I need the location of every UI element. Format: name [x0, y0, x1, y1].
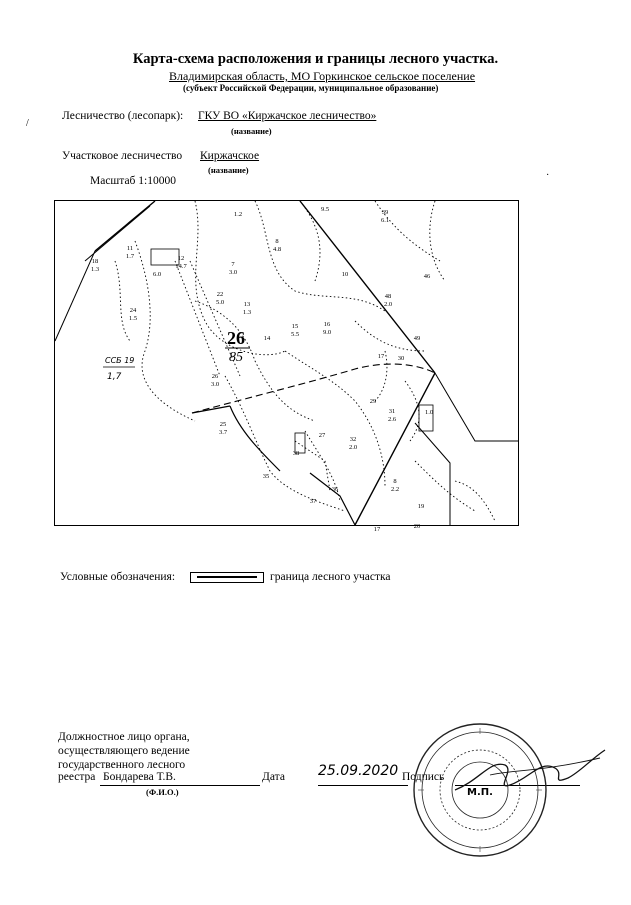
plot-number: 35	[262, 473, 270, 480]
plot-number: 8	[393, 478, 397, 485]
plot-area: 2.2	[390, 486, 400, 493]
location-note: (субъект Российской Федерации, муниципальное образование)	[183, 83, 439, 93]
plot-area: 2.0	[348, 444, 358, 451]
plot-area: 1.3	[90, 266, 100, 273]
plot-area: 1.5	[128, 315, 138, 322]
forestry-note: (название)	[231, 126, 272, 136]
plot-area: 3.0	[210, 381, 220, 388]
plot-area: 3.0	[228, 269, 238, 276]
district-label: Участковое лесничество	[62, 150, 183, 162]
plot-number: 25	[219, 421, 227, 428]
plot-number: 48	[384, 293, 392, 300]
plot-number: 31	[388, 408, 396, 415]
quarter-area: 85	[229, 350, 243, 365]
plot-number: 6.0	[152, 271, 162, 278]
plot-number: 1.2	[233, 211, 243, 218]
signature-label: Подпись	[402, 771, 445, 783]
plot-number: 13	[243, 301, 251, 308]
plot-area: 3.7	[218, 429, 228, 436]
plot-number: 8	[275, 238, 279, 245]
district-value: Киржачское	[200, 150, 260, 162]
plot-area: 2.6	[387, 416, 397, 423]
handwritten-signature	[450, 740, 610, 800]
plot-number: 27	[318, 432, 326, 439]
plot-number: 30	[397, 355, 405, 362]
district-note: (название)	[208, 165, 249, 175]
plot-number: 12	[177, 255, 185, 262]
plot-number: 32	[349, 436, 357, 443]
plot-area: 1.7	[125, 253, 135, 260]
plot-number: 1.0	[424, 409, 434, 416]
plot-area: 5.0	[215, 299, 225, 306]
plot-number: 49	[413, 335, 421, 342]
official-line-1: Должностное лицо органа,	[58, 731, 190, 743]
plot-area: 2.0	[383, 301, 393, 308]
seal-mark: М.П.	[467, 787, 493, 798]
plot-labels	[91, 206, 433, 533]
plot-area: 4.8	[272, 246, 282, 253]
document-title: Карта-схема расположения и границы лесного участка.	[132, 51, 499, 67]
plot-number: 20	[413, 523, 421, 530]
official-name: Бондарева Т.В.	[103, 771, 176, 783]
plot-area: 14.7	[175, 263, 187, 270]
plot-number: 7	[231, 261, 235, 268]
fio-note: (Ф.И.О.)	[146, 787, 179, 797]
registry-prefix: реестра	[58, 771, 96, 783]
date-label: Дата	[262, 771, 285, 783]
plot-number: 36	[331, 486, 339, 493]
side-quarter-area: 1,7	[107, 372, 122, 382]
plot-number: 17	[377, 353, 385, 360]
plot-area: 9.0	[322, 329, 332, 336]
location-line: Владимирская область, МО Горкинское сельское поселение	[169, 69, 476, 83]
plot-number: 18	[91, 258, 99, 265]
scan-mark: /	[26, 118, 29, 129]
forestry-label: Лесничество (лесопарк):	[62, 110, 184, 122]
side-quarter-label: ССБ 19	[105, 356, 135, 365]
legend-label: Условные обозначения:	[60, 571, 176, 583]
plot-number: 16	[323, 321, 331, 328]
plot-number: 29	[369, 398, 377, 405]
plot-number: 11	[126, 245, 134, 252]
plot-number: 22	[216, 291, 224, 298]
official-line-2: осуществляющего ведение	[58, 745, 190, 757]
quarter-number: 26	[227, 328, 245, 348]
plot-number: 26	[211, 373, 219, 380]
plot-number: 14	[263, 335, 271, 342]
name-underline	[100, 785, 260, 786]
plot-number: 10	[341, 271, 349, 278]
official-block	[58, 730, 190, 772]
legend-boundary-swatch	[190, 572, 264, 583]
scale-label: Масштаб 1:10000	[90, 175, 176, 187]
plot-number: 24	[129, 307, 137, 314]
plot-number: 9.5	[320, 206, 330, 213]
plot-number: 46	[423, 273, 431, 280]
plot-number: 39	[381, 209, 389, 216]
forestry-value: ГКУ ВО «Киржачское лесничество»	[198, 110, 377, 122]
map-drawing	[55, 201, 518, 533]
plot-area: 6.1	[380, 217, 390, 224]
plot-area: 1.3	[242, 309, 252, 316]
official-line-3: государственного лесного	[58, 759, 186, 771]
plot-number: 17	[373, 526, 381, 533]
date-underline	[318, 785, 408, 786]
plot-number: 15	[291, 323, 299, 330]
plot-number: 37	[309, 498, 317, 505]
plot-number: 19	[417, 503, 425, 510]
date-value: 25.09.2020	[318, 763, 399, 779]
plot-number: 38	[292, 450, 300, 457]
legend-description: граница лесного участка	[270, 571, 391, 583]
forest-plot-map	[54, 200, 519, 533]
scan-mark: ·	[546, 170, 550, 181]
plot-area: 5.5	[290, 331, 300, 338]
